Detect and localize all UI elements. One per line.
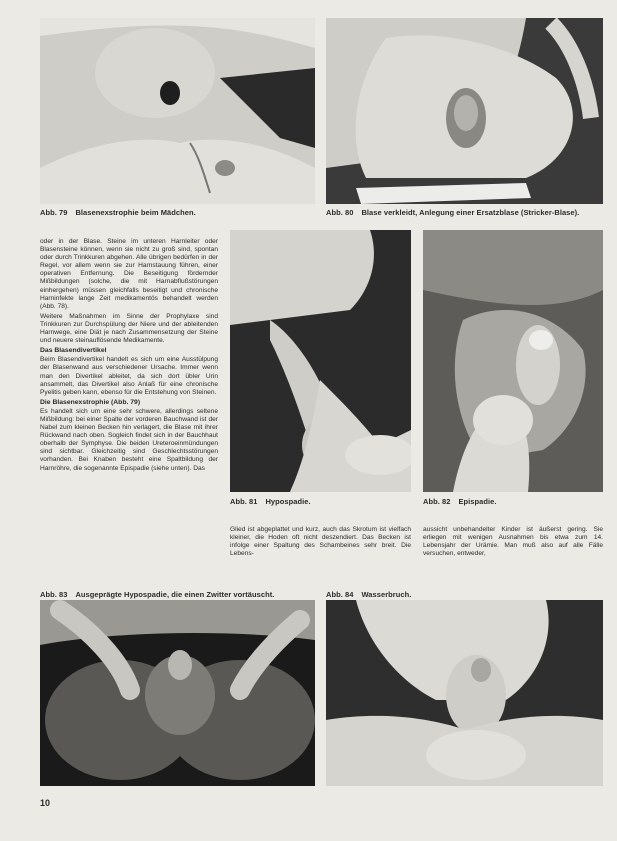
figure-79-number: Abb. 79 (40, 208, 68, 217)
figure-82-photo (423, 230, 603, 492)
left-text-column (40, 238, 218, 475)
figure-82-text: Epispadie. (458, 497, 497, 506)
right-bottom-text (423, 526, 603, 560)
paragraph: Glied ist abgeplattet und kurz, auch das Skrotum ist vielfach kleiner, die Hoden oft nicht deszendiert. Das Becken ist infolge einer Spaltung des Schambeines sehr breit. Die Lebens- (230, 526, 411, 558)
figure-83-caption (40, 590, 274, 599)
page-number: 10 (40, 798, 51, 808)
figure-81-text: Hypospadie. (265, 497, 311, 506)
figure-80-text: Blase verkleidt, Anlegung einer Ersatzblase (Stricker-Blase). (361, 208, 580, 217)
section-heading: Die Blasenexstrophie (Abb. 79) (40, 398, 141, 406)
figure-80-photo (326, 18, 603, 204)
paragraph: aussicht unbehandelter Kinder ist äußerst gering. Sie erliegen mit wenigen Ausnahmen bis etwa zum 14. Lebensjahr der Urämie. Man muß also auf alle Fälle versuchen, entweder, (423, 526, 603, 558)
figure-83-number: Abb. 83 (40, 590, 68, 599)
figure-81-photo (230, 230, 411, 492)
figure-84-text: Wasserbruch. (361, 590, 412, 599)
paragraph: Weitere Maßnahmen im Sinne der Prophylaxe sind Trinkkuren zur Durchspülung der Niere und der ableitenden Harnwege, eine Diät je nach Zusammensetzung der Steine und neuere steinauflösende Medikamente. (40, 312, 218, 345)
paragraph: Beim Blasendivertikel handelt es sich um eine Ausstülpung der Blasenwand aus verschiedener Ursache. Immer wenn man den Divertikel ableitet, da sich dort übler Urin ansammelt, das Divertikel also Anlaß für eine chronische Pyelitis geben kann, ebenso für die Entstehung von Steinen. (40, 356, 218, 396)
middle-bottom-text (230, 526, 411, 560)
figure-79-text: Blasenexstrophie beim Mädchen. (75, 208, 196, 217)
figure-79-photo (40, 18, 315, 204)
figure-84-caption (326, 590, 411, 599)
figure-84-number: Abb. 84 (326, 590, 354, 599)
figure-82-number: Abb. 82 (423, 497, 451, 506)
paragraph: Es handelt sich um eine sehr schwere, allerdings seltene Mißbildung: bei einer Spalte der vorderen Bauchwand ist der Nabel zum kleinen Becken hin verlagert, die Blase mit ihrer Rückwand nach oben. Sogleich findet sich in der Bauchhaut oberhalb der Symphyse. Die beiden Ureteroeinmündungen sind sichtbar. Gleichzeitig sind Geschlechtsstörungen vorhanden. Bei Knaben besteht eine Spaltbildung der Harnröhre, die sogenannte Epispadie (siehe unten). Das (40, 407, 218, 472)
figure-82-caption (423, 497, 496, 506)
figure-83-text: Ausgeprägte Hypospadie, die einen Zwitter vortäuscht. (75, 590, 275, 599)
figure-84-photo (326, 600, 603, 786)
section-heading: Das Blasendivertikel (40, 347, 107, 355)
figure-80-caption (326, 208, 579, 217)
figure-81-number: Abb. 81 (230, 497, 258, 506)
paragraph: oder in der Blase. Steine im unteren Harnleiter oder Blasensteine können, wenn sie nicht zu groß sind, spontan oder durch Trinkkuren abgehen. Alle übrigen bedürfen in der Regel, vor allem wenn sie zur Harnstauung führen, einer operativen Entfernung. Die Beseitigung fördernder Mißbildungen (solche, die mit Harnabflußstörungen einhergehen) müssen gleichfalls beseitigt und chronische Harninfekte lange Zeit medikamentös behandelt werden (Abb. 78). (40, 238, 218, 310)
figure-79-caption (40, 208, 196, 217)
figure-81-caption (230, 497, 311, 506)
figure-83-photo (40, 600, 315, 786)
figure-80-number: Abb. 80 (326, 208, 354, 217)
